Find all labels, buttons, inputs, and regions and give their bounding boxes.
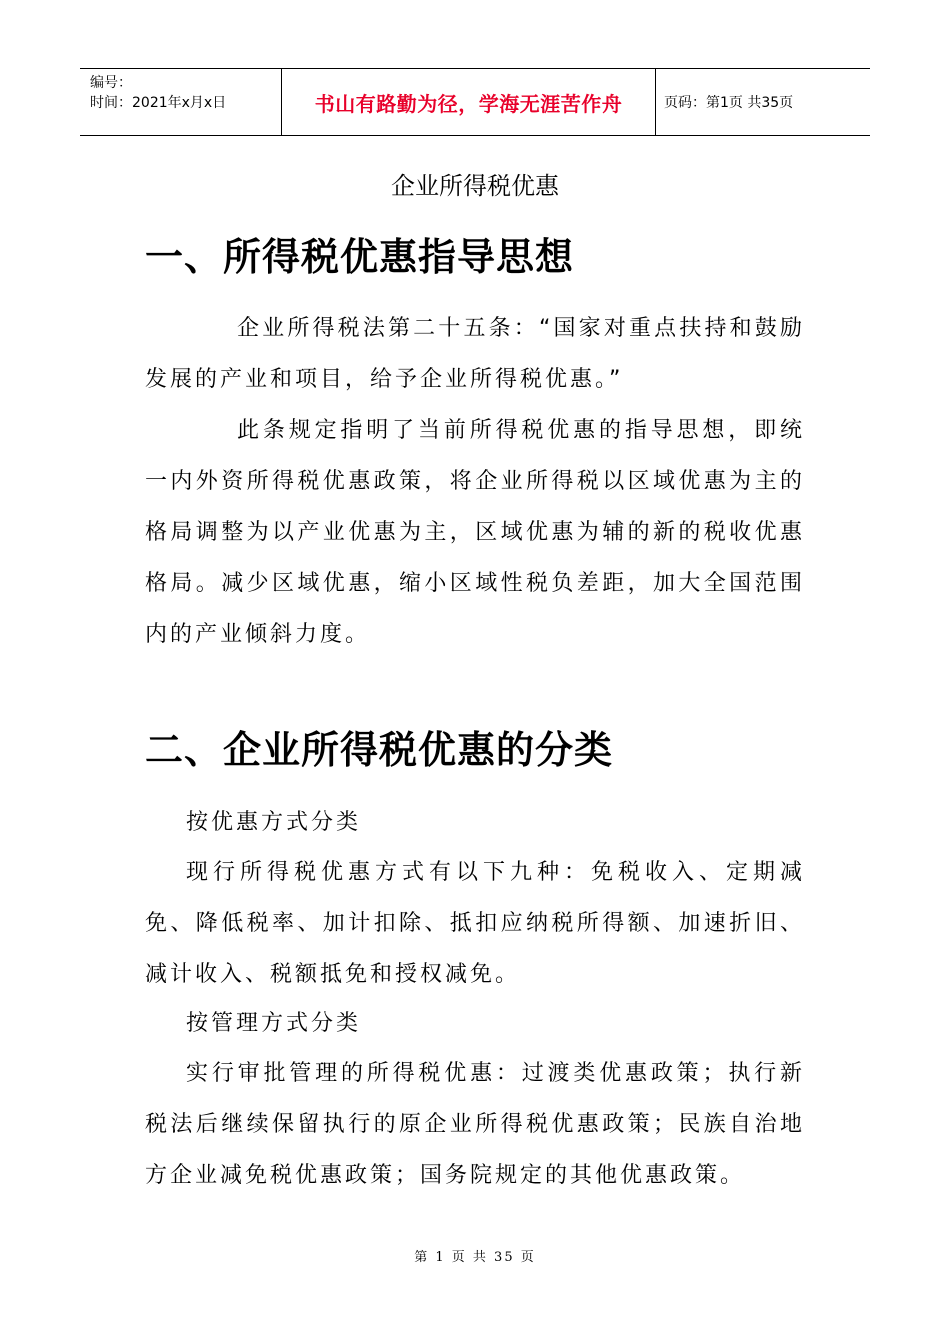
header-number-label: 编号： <box>90 75 132 91</box>
page-footer: 第 1 页 共 35 页 <box>414 1250 536 1265</box>
section2-paragraph-1: 现行所得税优惠方式有以下九种：免税收入、定期减免、降低税率、加计扣除、抵扣应纳税所得额、加速折旧、减计收入、税额抵免和授权减免。 <box>145 860 805 987</box>
section1-paragraph-1: 企业所得税法第二十五条：“国家对重点扶持和鼓励发展的产业和项目，给予企业所得税优惠。” <box>145 316 805 392</box>
section1-heading: 一、所得税优惠指导思想 <box>145 235 575 279</box>
header-motto-cell <box>282 69 656 135</box>
section1-paragraph-2: 此条规定指明了当前所得税优惠的指导思想，即统一内外资所得税优惠政策，将企业所得税以区域优惠为主的格局调整为以产业优惠为主，区域优惠为辅的新的税收优惠格局。减少区域优惠，缩小区域性税负差距，加大全国范围内的产业倾斜力度。 <box>145 418 805 647</box>
header-meta <box>80 69 282 135</box>
header-page-info: 页码：第1页 共35页 <box>664 95 794 111</box>
document-title: 企业所得税优惠 <box>391 172 559 200</box>
header-motto: 书山有路勤为径，学海无涯苦作舟 <box>314 91 623 116</box>
section2-subheading-2: 按管理方式分类 <box>186 1011 362 1036</box>
section2-subheading-1: 按优惠方式分类 <box>186 810 362 835</box>
header-time-label: 时间：2021年x月x日 <box>90 95 227 111</box>
page-header <box>80 68 870 136</box>
header-page-cell <box>656 69 870 135</box>
section2-heading: 二、企业所得税优惠的分类 <box>145 728 614 772</box>
section2-paragraph-2: 实行审批管理的所得税优惠：过渡类优惠政策；执行新税法后继续保留执行的原企业所得税优惠政策；民族自治地方企业减免税优惠政策；国务院规定的其他优惠政策。 <box>145 1061 805 1188</box>
